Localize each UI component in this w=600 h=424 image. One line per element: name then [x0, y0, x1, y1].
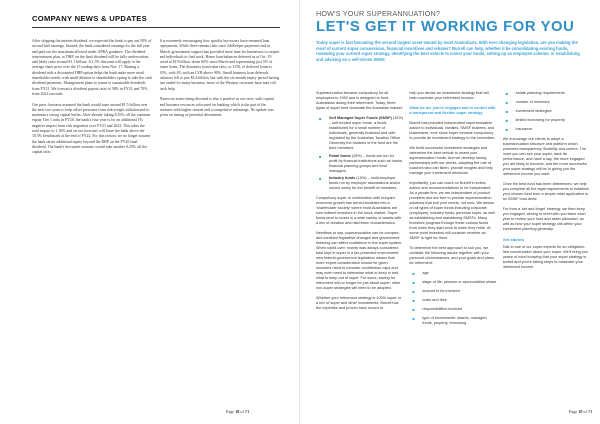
list-item-text: age	[422, 271, 429, 275]
bullet-icon: ■	[505, 127, 509, 132]
left-column-2	[160, 39, 281, 404]
paragraph: We encourage our clients to adopt a superannuation structure and platform which promotes transparency, flexibility and control. The more you can see your super, track its performance, and have a say, the more engaged you are likely to become, and the more successful your super strategy will be in giving you the retirement income you want.	[502, 137, 587, 176]
page-number-current: 19	[578, 409, 583, 414]
bullet-icon: ■	[412, 271, 415, 276]
list-item	[503, 118, 590, 123]
list-item	[409, 298, 496, 303]
bullet-icon: ■	[412, 289, 415, 294]
page-number-of: of	[583, 409, 587, 414]
article-intro: Today super is fast becoming the second largest asset owned by most Australians. With ever-changing legislation, are you making the most of current super concessions, financial incentives and rebates? Burrell can help, whether it be consolidating existing funds, reviewing your current super strategy, identifying the best vehicle to invest your funds, setting up an employee scheme, or establishing and advising on a self-driven SMSF.	[316, 40, 580, 62]
list-item-text: stage of life: pension or accumulation phase	[422, 280, 497, 284]
list-item-text: responsibilities involved	[422, 307, 463, 311]
right-column-1	[316, 91, 403, 407]
paragraph: Superannuation became compulsory for all employees in 1992 and is designed to fund Australians during their retirement. Today, three types of super fund dominate the Australian market:	[316, 91, 403, 110]
subheading: What we do: you're engaged and in control with a transparent and flexible super strategy	[409, 106, 496, 115]
bullet-icon: ■	[505, 91, 509, 96]
list-item	[503, 91, 590, 96]
list-item-text: number of members	[515, 100, 550, 104]
list-item-term: Retail funds	[329, 153, 351, 158]
list-item-text: investment strategies	[515, 109, 552, 113]
paragraph: We build successful investment strategies and determine the best vehicle to invest your superannuation funds. And we develop strong partnerships with our clients, adopting the role of coaches who can listen, provide insights and help manage your investment decisions.	[409, 146, 493, 175]
page-number-total: 71	[244, 409, 250, 414]
bullet-icon: ■	[412, 307, 415, 312]
considerations-list	[409, 271, 496, 326]
get-started-heading: Get started	[502, 237, 524, 242]
list-item-text: (32%) – self-funded super funds, a funds established for a small number of individuals, generally husband and wife, regulated by the Australian Taxation Office. Generally the trustees of the fund are the fund members.	[329, 116, 404, 150]
left-body-columns	[32, 39, 280, 404]
list-item-text: type of investments: shares, managed funds, property, borrowing	[422, 316, 487, 325]
list-item	[316, 176, 403, 191]
list-item	[503, 127, 590, 132]
list-item	[503, 100, 590, 105]
bullet-icon: ■	[412, 316, 415, 321]
page-number-total: 71	[587, 409, 593, 414]
list-item	[409, 316, 496, 326]
bullet-icon: ■	[412, 298, 415, 303]
paragraph: help you devise an investment strategy that will best maximise your retirement income.	[409, 91, 489, 100]
bullet-icon: ■	[412, 280, 415, 285]
paragraph: Burrell has provided independent superannuation advice to individuals, families, SMSF trustees, and businesses, ever since super became compulsory to provide an investment strategy to the committee.	[409, 121, 496, 140]
right-page	[300, 0, 600, 424]
right-column-3	[503, 91, 590, 407]
list-item-text: (19%) – multi-employer funds run by employer associations and/or unions solely for the benefit of members.	[329, 176, 401, 190]
bullet-icon: ■	[505, 109, 509, 114]
list-item-text: estate planning requirements	[515, 91, 565, 95]
list-item-term: Industry funds	[329, 176, 356, 180]
page-number-current: 18	[235, 409, 240, 414]
bullet-icon: ■	[319, 176, 322, 181]
paragraph: Whether your retirement strategy is 100% super or a mix of super and other investments, Burrell has the expertise and proven track record to	[316, 296, 402, 310]
paragraph: It is extremely encouraging how quickly borrowers have resumed loan repayments. While there remain risks once JobKeeper payments end in March, government support has provided more time for businesses to reopen and individuals to find work. Home loan balances deferred as at Oct. 19 stood at $19 billion, down 60% since March and representing just 5% of home loans. The dynamics loan/value ratio, or LVR, of deferred loans is 65%, with 4% with an LVR above 90%. Small business loan deferrals balances fell to just $3.4 billion, but with the six-month expiry period having just ended for many business, more of the Westpac customer base may roll back help.	[159, 39, 280, 91]
list-item-text: (28%) – funds are run for profit by financial institutions such as banks, financial planning groups and fund managers.	[329, 153, 403, 173]
page-number: Page 18 of 71	[226, 409, 250, 414]
bullet-icon: ■	[319, 116, 322, 121]
list-item-text: insurance.	[515, 127, 534, 131]
paragraph: To determine the best approach to suit you, we consider the following issues together with your personal circumstances, and your goals and plans for retirement:	[409, 246, 494, 265]
page-number-of: of	[240, 409, 244, 414]
article-title: LET'S GET IT WORKING FOR YOU	[316, 19, 575, 35]
bullet-icon: ■	[505, 118, 509, 123]
paragraph: Compulsory super in combination with buoyant economic growth has turned Australia into a 'shareholder society' where most Australians are now indirect investors in the stock market. Super funds tend to invest in a wide variety of assets with a mix of duration and risk/return characteristics.	[316, 196, 402, 225]
considerations-list-continued	[503, 91, 590, 132]
list-item-term: Self Managed Super Funds (SMSF)	[329, 116, 392, 120]
fund-types-list	[316, 116, 403, 191]
list-item	[503, 109, 590, 114]
list-item	[409, 280, 496, 285]
paragraph: Once the best fund has been determined, we help you complete all the legal requirements to establish your chosen fund from a simple retail application to an SMSF trust deed.	[502, 182, 589, 201]
article-subtitle: HOW'S YOUR SUPERANNUATION?	[316, 9, 441, 18]
list-item-text: amount to be invested	[422, 289, 460, 293]
bullet-icon: ■	[505, 100, 509, 105]
paragraph: Our prior forecasts assumed the bank would raise around $1.5 billion over the next two years to help offset pressures from risk-weight inflation and to maintain a strong capital buffer. After already taking 8.16% off the common equity Tier 1 ratio in FY20, the bank's four year is for an additional 1% negative impact from risk migration over FY21 and 2022. This takes the total impact to 1.16% and on our forecasts will leave the bank above the 10.5% benchmark at the end of FY22. For this reason, we no longer assume the bank raises additional equity beyond the DRP on the FY20 final dividend. The bank's downside scenario would take another 0.25% off the capital ratio.	[32, 102, 151, 155]
paragraph: Talk to one of our super experts for an obligation-free conversation about your super. We'll bring you peace of mind knowing that your super strategy is sorted and you're taking steps to maximise your retirement income.	[502, 245, 588, 269]
paragraph: For from a 'set and forget' strategy, we then keep you engaged, aiming to meet with you twice each year to review your fund and asset allocation, as well as how your super strategy sits within your investment planning generally.	[502, 207, 586, 231]
list-item	[409, 271, 496, 276]
list-item-text: limited borrowing for property	[515, 118, 565, 122]
right-body-columns	[316, 91, 590, 407]
paragraph: Nonecore assets being divested is also a positive in our view, with capital and business resources refocused on banking which is the part of the business with higher returns and a competitive advantage. No update was given on timing of potential divestment.	[159, 97, 274, 118]
left-column-1	[32, 39, 153, 404]
right-column-2	[409, 91, 496, 407]
list-item	[316, 154, 403, 174]
page-number: Page 19 of 71	[569, 409, 593, 414]
list-item	[409, 307, 496, 312]
list-item-text: costs and fees	[422, 298, 447, 302]
paragraph: After skipping the interim dividend, we expected the bank to pay out 50% of second half earnings. Instead, the bank considered earnings for the full year and paid out the maximum allowed under APRA guidance. The dividend reinvestment plan, or DRP, on the final dividend will be fully underwritten, and likely raise around $1.1 billion. A 1.5% discount will apply to the average share price over the 15 trading days from Nov. 17. Raising a dividend with a discounted DRP option helps the bank make more retail shareholder needs, with small dilution to shareholders opting to take the cash dividend payments. Management plans to return to sustainable dividends from FY21. We forecast a dividend payout ratio of 58% in FY21 and 70% from 2022 onwards.	[32, 39, 152, 96]
section-header: COMPANY NEWS & UPDATES	[32, 14, 280, 28]
paragraph: Importantly, you can count on Burrell's review, advice and recommendations to be independent. As a private firm, we are independent of product providers and are free to provide superannuation solutions that suit your needs, not ours. We advise on all types of super funds including corporate (employee), industry funds, personal super, as well as establishing and maintaining SMSFs. Many investors progress through these various funds from when they start work to when they retire. At some point investors will consider whether an SMSF is right for them.	[409, 181, 495, 240]
list-item	[316, 116, 403, 151]
paragraph: Needless to say, superannuation can be complex, and constant legislative changes and government tinkering can affect confidence in the super system. When rolled-over, money was always considered best kept in super in a tax-protected environment, new federal government legislation means that more expert consideration should be given. Investors need to consider contribution caps and may even need to determine what to keep in and what to keep out of super. For some, saving for retirement will no longer be just about super; other non-super strategies will need to be adopted.	[316, 231, 403, 290]
list-item	[409, 289, 496, 294]
bullet-icon: ■	[319, 153, 322, 159]
